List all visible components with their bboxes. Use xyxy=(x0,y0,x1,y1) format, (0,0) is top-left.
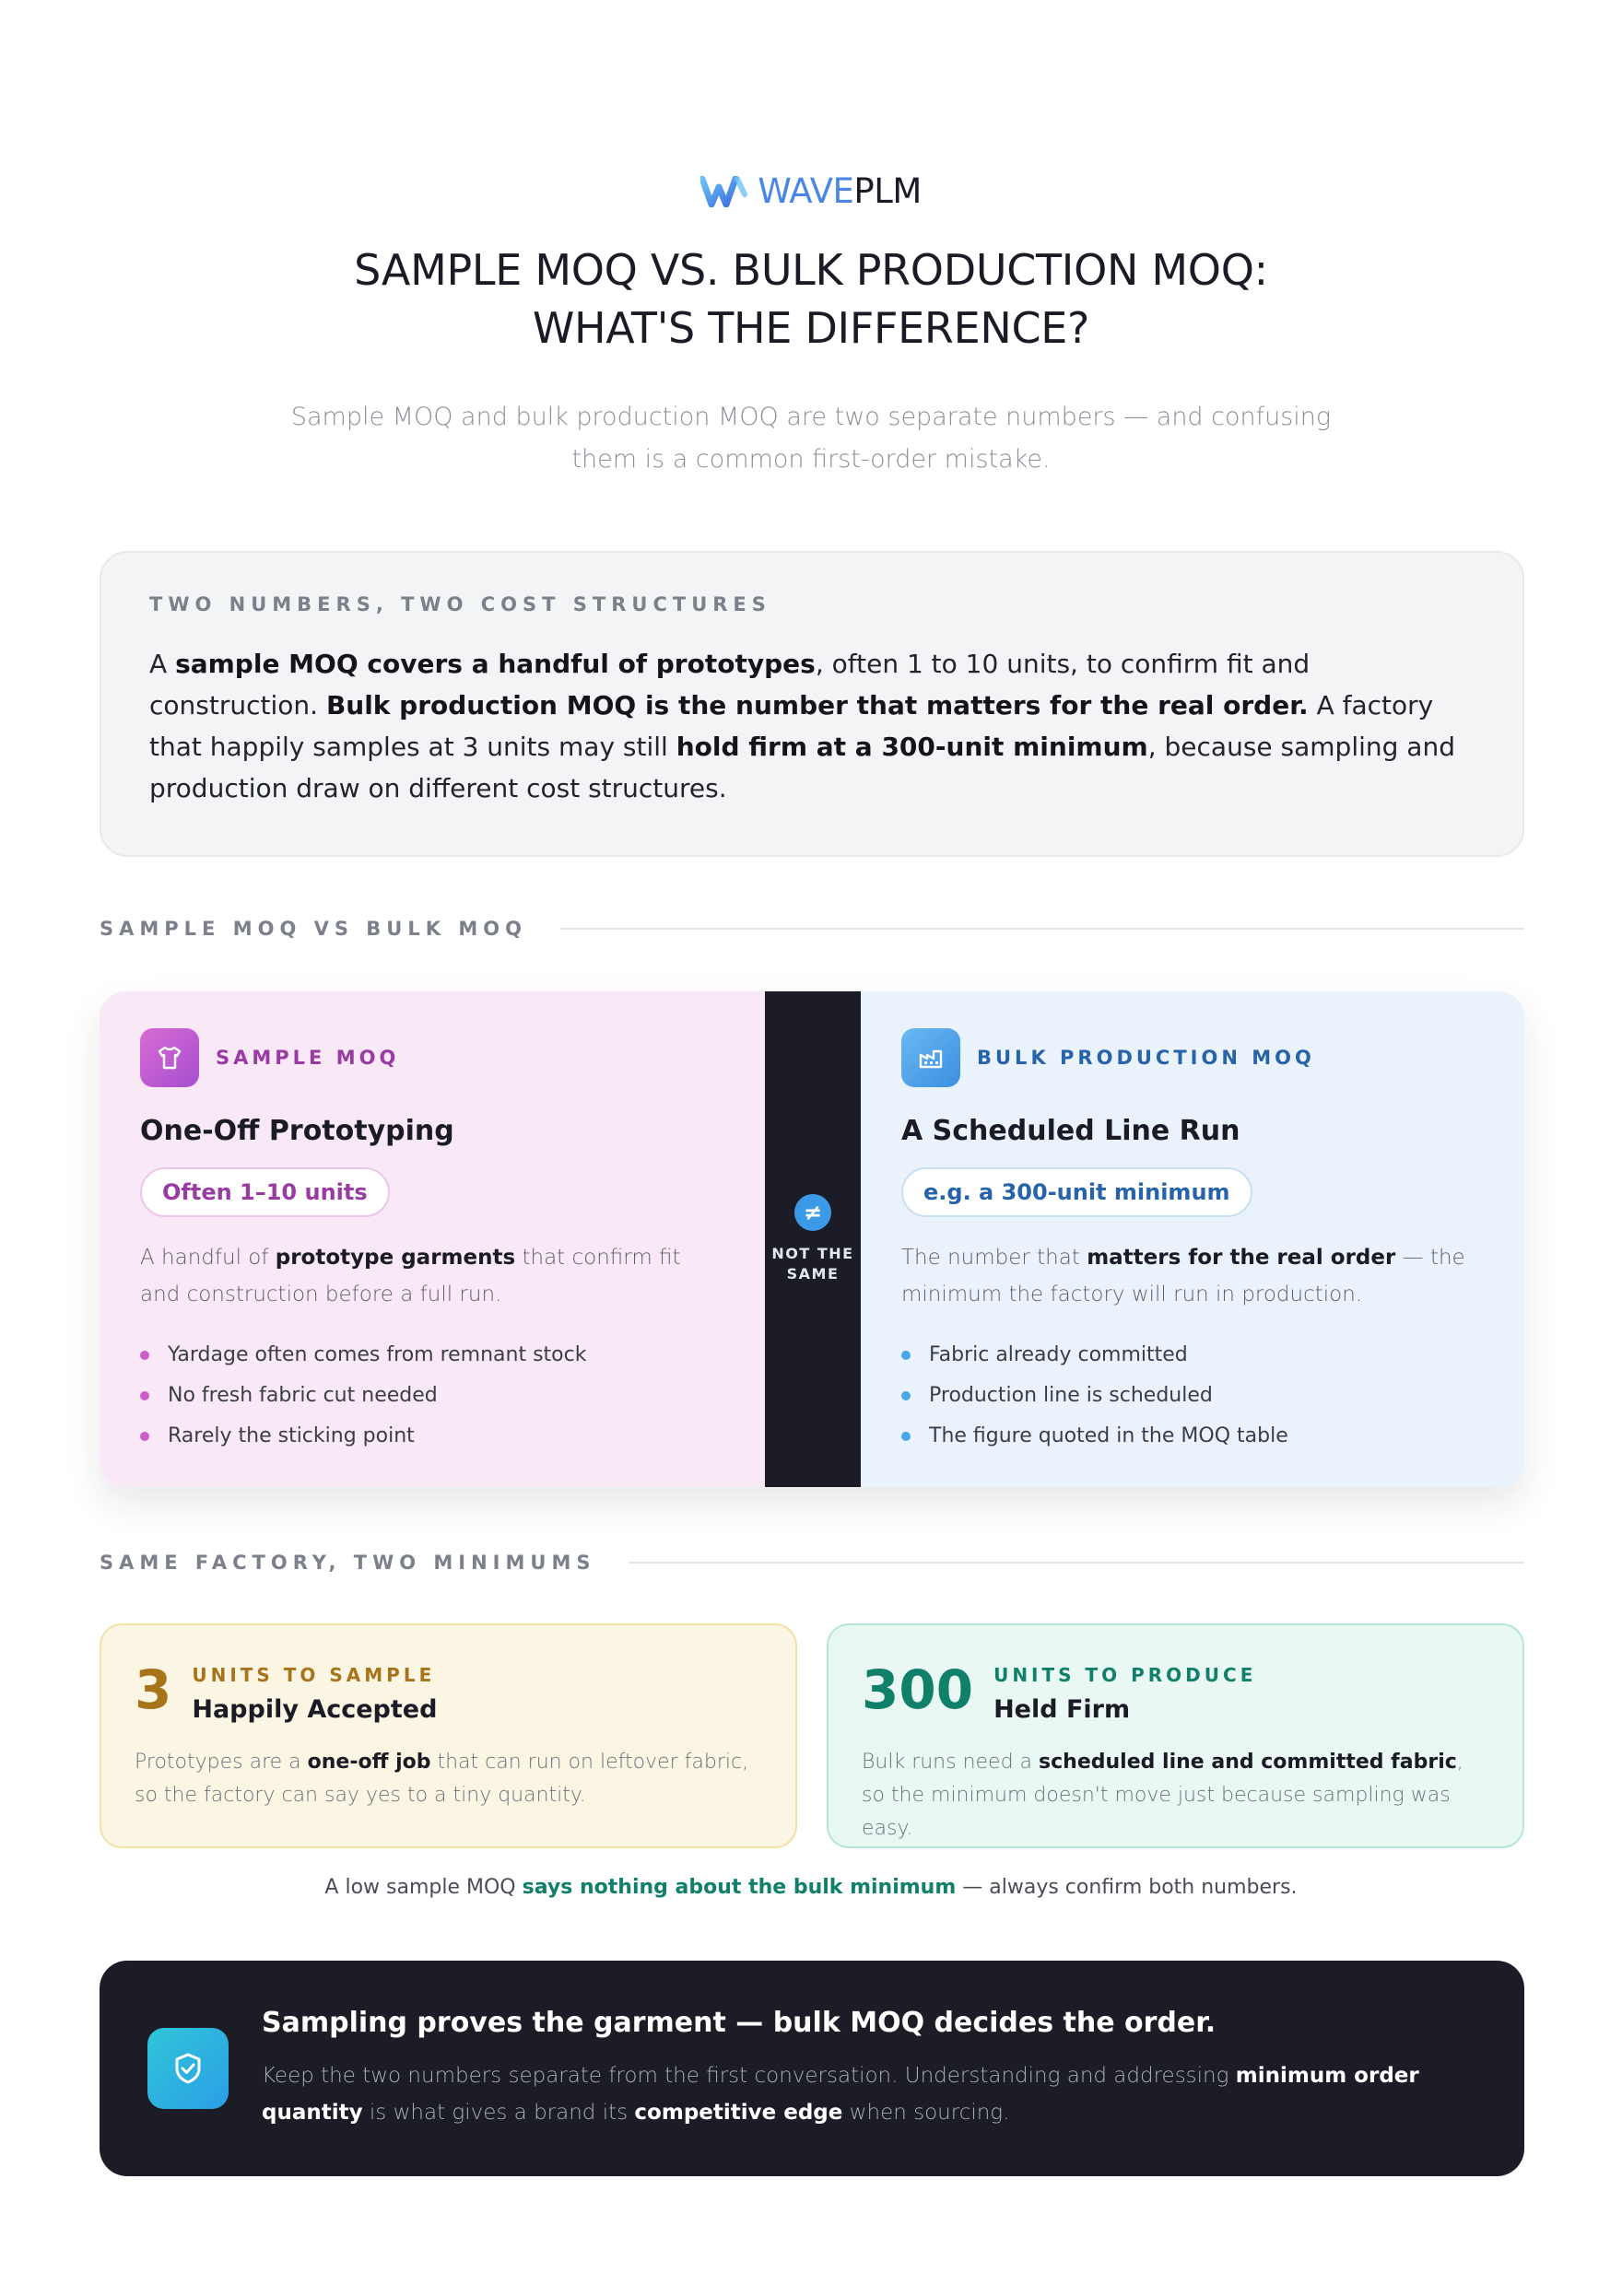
intro-emphasis: hold firm at a 300-unit minimum xyxy=(676,732,1148,762)
description-emphasis: competitive edge xyxy=(634,2100,843,2125)
brand-logo xyxy=(0,171,1622,211)
note-highlight: says nothing about the bulk minimum xyxy=(522,1876,957,1899)
section-label: SAMPLE MOQ VS BULK MOQ xyxy=(100,918,527,940)
divider-label xyxy=(771,1244,853,1284)
bullet-dot xyxy=(901,1351,911,1360)
brand-wave: WAVE xyxy=(758,171,854,211)
not-the-same-divider xyxy=(765,991,861,1487)
description-part: is what gives a brand its xyxy=(362,2100,635,2125)
shield-check-icon xyxy=(147,2028,229,2109)
intro-emphasis: sample MOQ covers a handful of prototypes xyxy=(175,649,816,679)
intro-text-part: , because sampling and production draw on different cost structures. xyxy=(149,732,1455,803)
shirt-icon xyxy=(140,1028,199,1087)
description-part: Keep the two numbers separate from the first conversation. Understanding and addressing xyxy=(262,2063,1236,2088)
wave-logo-icon xyxy=(700,176,750,207)
not-equal-icon: ≠ xyxy=(794,1194,831,1231)
list-item-text: No fresh fabric cut needed xyxy=(168,1384,438,1407)
note-part: A low sample MOQ xyxy=(324,1876,523,1899)
bulk-moq-panel xyxy=(861,991,1524,1487)
list-item-text: The figure quoted in the MOQ table xyxy=(929,1424,1288,1447)
bullet-dot xyxy=(140,1351,149,1360)
brand-name xyxy=(758,171,922,211)
description-part: Prototypes are a xyxy=(135,1751,308,1774)
bulk-panel-description xyxy=(901,1239,1484,1313)
intro-text-part: , often 1 to 10 units, to confirm fit and construction. xyxy=(149,649,1311,720)
section-divider xyxy=(629,1562,1524,1564)
page-title-line-1: SAMPLE MOQ VS. BULK PRODUCTION MOQ: xyxy=(354,245,1268,295)
intro-text-part: A xyxy=(149,649,176,679)
list-item xyxy=(901,1335,1484,1376)
page-title-line-2: WHAT'S THE DIFFERENCE? xyxy=(532,303,1090,353)
description-emphasis: minimum order quantity xyxy=(262,2063,1419,2125)
bullet-dot xyxy=(901,1391,911,1400)
card-heading xyxy=(192,1658,437,1724)
bulk-units-number: 300 xyxy=(862,1658,974,1721)
sample-panel-header xyxy=(140,1028,724,1087)
card-description xyxy=(862,1746,1489,1845)
description-part: , so the minimum doesn't move just because sampling was easy. xyxy=(862,1751,1463,1840)
bulk-panel-header xyxy=(901,1028,1484,1087)
card-heading xyxy=(993,1658,1256,1724)
summary-banner xyxy=(100,1961,1524,2176)
sample-bullet-list xyxy=(140,1335,724,1457)
card-header xyxy=(135,1658,762,1724)
sample-panel-title: One-Off Prototyping xyxy=(140,1115,454,1147)
sample-units-number: 3 xyxy=(135,1658,172,1721)
note-part: — always confirm both numbers. xyxy=(956,1876,1298,1899)
description-part: A handful of xyxy=(140,1246,276,1270)
list-item xyxy=(901,1376,1484,1416)
page-title xyxy=(0,241,1622,357)
bulk-units-card xyxy=(827,1623,1524,1848)
list-item xyxy=(901,1416,1484,1457)
bullet-dot xyxy=(140,1391,149,1400)
intro-text xyxy=(149,643,1475,809)
description-emphasis: matters for the real order xyxy=(1087,1246,1396,1270)
section-divider xyxy=(560,928,1524,930)
description-part: — the minimum the factory will run in production. xyxy=(901,1246,1465,1306)
description-emphasis: one-off job xyxy=(307,1751,431,1774)
description-part: that can run on leftover fabric, so the factory can say yes to a tiny quantity. xyxy=(135,1751,749,1807)
sample-units-card xyxy=(100,1623,797,1848)
list-item-text: Rarely the sticking point xyxy=(168,1424,415,1447)
page-subtitle: Sample MOQ and bulk production MOQ are two separate numbers — and confusing them is a common first-order mistake. xyxy=(290,403,1332,474)
sample-panel-description xyxy=(140,1239,724,1313)
bullet-dot xyxy=(140,1432,149,1441)
comparison-panel xyxy=(100,991,1524,1487)
description-emphasis: prototype garments xyxy=(275,1246,516,1270)
card-kind: UNITS TO SAMPLE xyxy=(192,1664,436,1686)
description-part: Bulk runs need a xyxy=(862,1751,1040,1774)
bullet-dot xyxy=(901,1432,911,1441)
minimum-cards xyxy=(100,1623,1524,1848)
intro-emphasis: Bulk production MOQ is the number that matters for the real order. xyxy=(325,690,1309,720)
intro-eyebrow: TWO NUMBERS, TWO COST STRUCTURES xyxy=(149,593,771,615)
sample-unit-badge: Often 1–10 units xyxy=(140,1167,390,1217)
section-heading-compare xyxy=(100,918,1524,940)
divider-label-line-1: NOT THE xyxy=(771,1245,854,1262)
list-item xyxy=(140,1416,724,1457)
list-item xyxy=(140,1376,724,1416)
factory-icon xyxy=(901,1028,960,1087)
list-item-text: Yardage often comes from remnant stock xyxy=(168,1343,587,1366)
card-description xyxy=(135,1746,762,1812)
card-kind: UNITS TO PRODUCE xyxy=(993,1664,1257,1686)
list-item-text: Production line is scheduled xyxy=(929,1384,1213,1407)
summary-content xyxy=(262,2007,1476,2131)
summary-title: Sampling proves the garment — bulk MOQ decides the order. xyxy=(262,2006,1216,2039)
description-part: that confirm fit and construction before a full run. xyxy=(140,1246,681,1306)
intro-text-part: A factory that happily samples at 3 units may still xyxy=(149,690,1434,762)
bulk-panel-title: A Scheduled Line Run xyxy=(901,1115,1240,1147)
description-part: The number that xyxy=(901,1246,1087,1270)
intro-box xyxy=(100,551,1524,857)
divider-label-line-2: SAME xyxy=(786,1265,840,1283)
section-heading-minimums xyxy=(100,1552,1524,1574)
summary-description xyxy=(262,2057,1476,2131)
bulk-bullet-list xyxy=(901,1335,1484,1457)
list-item-text: Fabric already committed xyxy=(929,1343,1188,1366)
brand-plm: PLM xyxy=(853,171,922,211)
description-emphasis: scheduled line and committed fabric xyxy=(1039,1751,1457,1774)
list-item xyxy=(140,1335,724,1376)
card-title: Happily Accepted xyxy=(192,1695,438,1724)
sample-moq-panel xyxy=(100,991,765,1487)
bulk-panel-kind: BULK PRODUCTION MOQ xyxy=(977,1047,1315,1069)
bulk-unit-badge: e.g. a 300-unit minimum xyxy=(901,1167,1252,1217)
section-label: SAME FACTORY, TWO MINIMUMS xyxy=(100,1552,596,1574)
description-part: when sourcing. xyxy=(842,2100,1010,2125)
sample-panel-kind: SAMPLE MOQ xyxy=(216,1047,400,1069)
card-title: Held Firm xyxy=(993,1695,1131,1724)
takeaway-note xyxy=(0,1876,1622,1899)
card-header xyxy=(862,1658,1489,1724)
